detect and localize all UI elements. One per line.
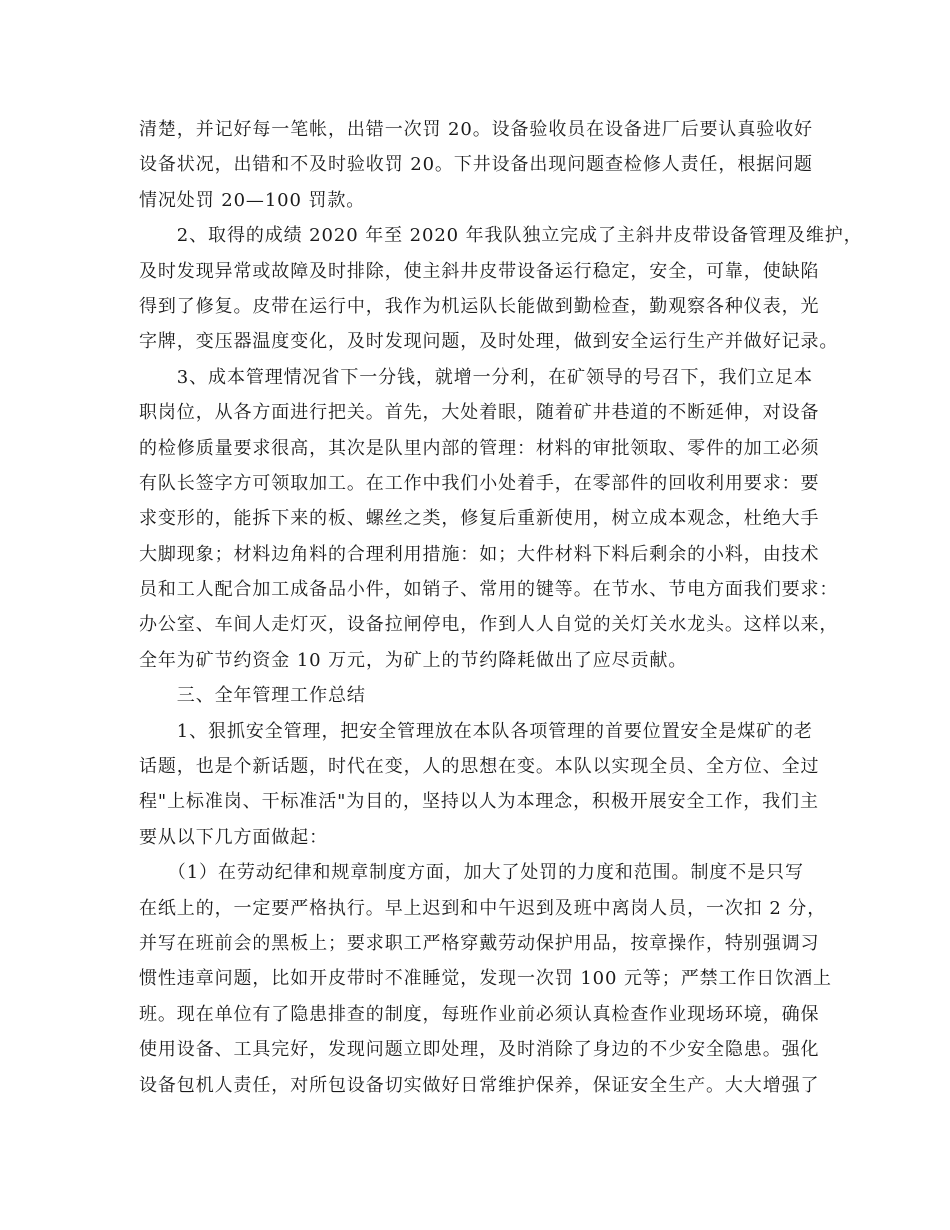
text-line: 及时发现异常或故障及时排除，使主斜井皮带设备运行稳定，安全，可靠，使缺陷 bbox=[139, 260, 820, 282]
text-line: 设备包机人责任，对所包设备切实做好日常维护保养，保证安全生产。大大增强了 bbox=[139, 1074, 820, 1096]
text-line: 话题，也是个新话题，时代在变，人的思想在变。本队以实现全员、全方位、全过 bbox=[139, 756, 820, 778]
text-line: （1）在劳动纪律和规章制度方面，加大了处罚的力度和范围。制度不是只写 bbox=[139, 862, 804, 884]
text-line: 程"上标准岗、干标准活"为目的，坚持以人为本理念，积极开展安全工作，我们主 bbox=[139, 791, 819, 813]
text-line: 3、成本管理情况省下一分钱，就增一分利，在矿领导的号召下，我们立足本 bbox=[139, 366, 813, 388]
text-line: 惯性违章问题，比如开皮带时不准睡觉，发现一次罚 100 元等；严禁工作日饮酒上 bbox=[139, 968, 832, 990]
text-line: 班。现在单位有了隐患排查的制度，每班作业前必须认真检查作业现场环境，确保 bbox=[139, 1003, 820, 1025]
text-line: 有队长签字方可领取加工。在工作中我们小处着手，在零部件的回收利用要求：要 bbox=[139, 472, 820, 494]
text-line: 办公室、车间人走灯灭，设备拉闸停电，作到人人自觉的关灯关水龙头。这样以来， bbox=[139, 614, 839, 636]
text-line: 设备状况，出错和不及时验收罚 20。下井设备出现问题查检修人责任，根据问题 bbox=[139, 154, 813, 176]
text-line: 使用设备、工具完好，发现问题立即处理，及时消除了身边的不少安全隐患。强化 bbox=[139, 1039, 820, 1061]
text-line: 2、取得的成绩 2020 年至 2020 年我队独立完成了主斜井皮带设备管理及维护， bbox=[139, 225, 863, 247]
text-line: 得到了修复。皮带在运行中，我作为机运队长能做到勤检查，勤观察各种仪表，光 bbox=[139, 295, 820, 317]
text-line: 全年为矿节约资金 10 万元，为矿上的节约降耗做出了应尽贡献。 bbox=[139, 649, 688, 671]
text-line: 字牌，变压器温度变化，及时发现问题，及时处理，做到安全运行生产并做好记录。 bbox=[139, 331, 839, 353]
document-body bbox=[139, 112, 863, 1103]
text-line: 三、全年管理工作总结 bbox=[139, 685, 366, 707]
text-line: 1、狠抓安全管理，把安全管理放在本队各项管理的首要位置安全是煤矿的老 bbox=[139, 720, 813, 742]
text-line: 清楚，并记好每一笔帐，出错一次罚 20。设备验收员在设备进厂后要认真验收好 bbox=[139, 119, 813, 140]
text-line: 在纸上的，一定要严格执行。早上迟到和中午迟到及班中离岗人员，一次扣 2 分， bbox=[139, 897, 827, 919]
text-line: 员和工人配合加工成备品小件，如销子、常用的键等。在节水、节电方面我们要求： bbox=[139, 579, 839, 601]
text-line: 并写在班前会的黑板上；要求职工严格穿戴劳动保护用品，按章操作，特别强调习 bbox=[139, 932, 820, 954]
text-line: 的检修质量要求很高，其次是队里内部的管理：材料的审批领取、零件的加工必须 bbox=[139, 437, 820, 459]
text-line: 要从以下几方面做起： bbox=[139, 826, 328, 848]
text-line: 大脚现象；材料边角料的合理利用措施：如；大件材料下料后剩余的小料，由技术 bbox=[139, 543, 820, 565]
text-line: 情况处罚 20—100 罚款。 bbox=[139, 189, 366, 211]
text-line: 求变形的，能拆下来的板、螺丝之类，修复后重新使用，树立成本观念，杜绝大手 bbox=[139, 508, 820, 530]
text-line: 职岗位，从各方面进行把关。首先，大处着眼，随着矿井巷道的不断延伸，对设备 bbox=[139, 402, 820, 424]
